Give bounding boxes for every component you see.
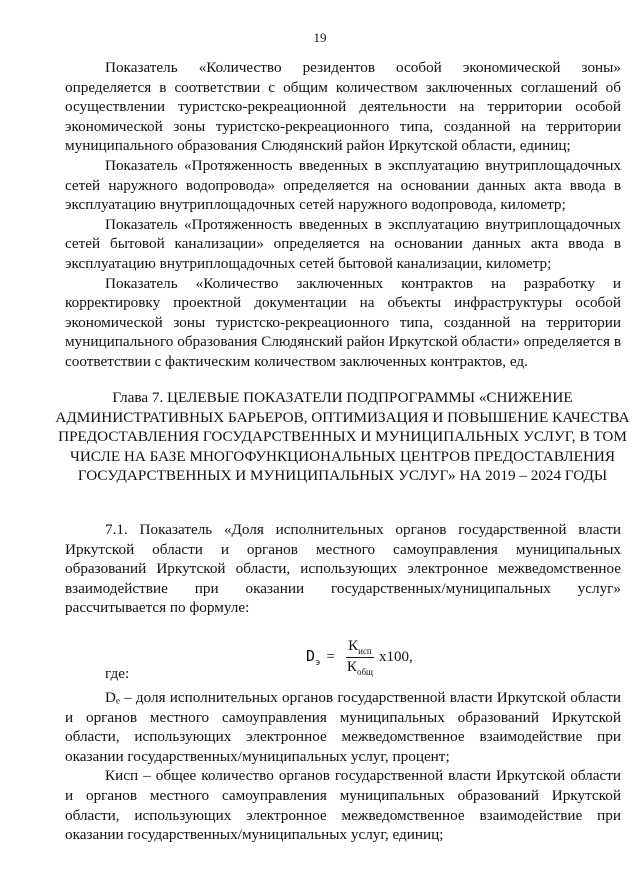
section-7-1 [65, 520, 621, 618]
formula-lhs: $D_э$ [306, 646, 321, 668]
paragraph-sewerage: Показатель «Протяженность введенных в эксплуатацию внутриплощадочных сетей бытовой канализации» определяется на основании данных акта ввода в эксплуатацию внутриплощадочных сетей бытовой канализации, километр; [65, 215, 621, 272]
formula-denominator: $К_{общ}$ [346, 658, 373, 677]
paragraph-7-1: 7.1. Показатель «Доля исполнительных органов государственной власти Иркутской области и органов местного самоуправления муниципальных образований Иркутской области, использующих электронное межведомственное взаимодействие при оказании государственных/муниципальных услуг» рассчитывается по формуле: [65, 521, 621, 617]
definition-kisp: Кисп – общее количество органов государственной власти Иркутской области и органов местного самоуправления муниципальных образований Иркутской области, использующих электронное межведомственное взаимодействие при оказании государственных/муниципальных услуг, единиц; [65, 767, 621, 844]
paragraph-water-supply: Показатель «Протяженность введенных в эксплуатацию внутриплощадочных сетей наружного водопровода» определяется на основании данных акта ввода в эксплуатацию внутриплощадочных сетей наружного водопровода, километр; [65, 156, 621, 214]
formula-fraction [345, 638, 375, 677]
page-number: 19 [313, 30, 327, 45]
top-paragraphs [65, 58, 621, 372]
paragraph-contracts: Показатель «Количество заключенных контрактов на разработку и корректировку проектной документации на объекты инфраструктуры особой экономической зоны туристско-рекреационного типа, созданной на территории муниципального образования Слюдянский район Иркутской области» определяется в соответствии с фактическим количеством заключенных контрактов, ед. [65, 274, 621, 370]
formula-equals: = [326, 648, 335, 665]
definition-de: Dₑ – доля исполнительных органов государственной власти Иркутской области и органов местного самоуправления муниципальных образований Иркутской области, использующих электронное межведомственное взаимодействие при оказании государственных/муниципальных услуг, процент; [65, 689, 621, 765]
formula-numerator: $К_{исп}$ [348, 637, 372, 656]
paragraph-residents: Показатель «Количество резидентов особой экономической зоны» определяется в соответствии с общим количеством заключенных соглашений об осуществлении туристско-рекреационной деятельности на территории особой экономической зоны туристско-рекреационного типа, созданной на территории муниципального образования Слюдянский район Иркутской области, единиц; [65, 59, 621, 155]
where-label: где: [105, 665, 130, 682]
definitions [65, 688, 621, 845]
formula-multiplier: x100, [378, 648, 413, 665]
chapter-title: Глава 7. ЦЕЛЕВЫЕ ПОКАЗАТЕЛИ ПОДПРОГРАММЫ «СНИЖЕНИЕ АДМИНИСТРАТИВНЫХ БАРЬЕРОВ, ОПТИМИЗАЦИЯ И ПОВЫШЕНИЕ КАЧЕСТВА ПРЕДОСТАВЛЕНИЯ ГОСУДАРСТВЕННЫХ И МУНИЦИПАЛЬНЫХ УСЛУГ, В ТОМ ЧИСЛЕ НА БАЗЕ МНОГОФУНКЦИОНАЛЬНЫХ ЦЕНТРОВ ПРЕДОСТАВЛЕНИЯ ГОСУДАРСТВЕННЫХ И МУНИЦИПАЛЬНЫХ УСЛУГ» НА 2019 – 2024 ГОДЫ [55, 389, 630, 485]
formula [306, 637, 413, 677]
